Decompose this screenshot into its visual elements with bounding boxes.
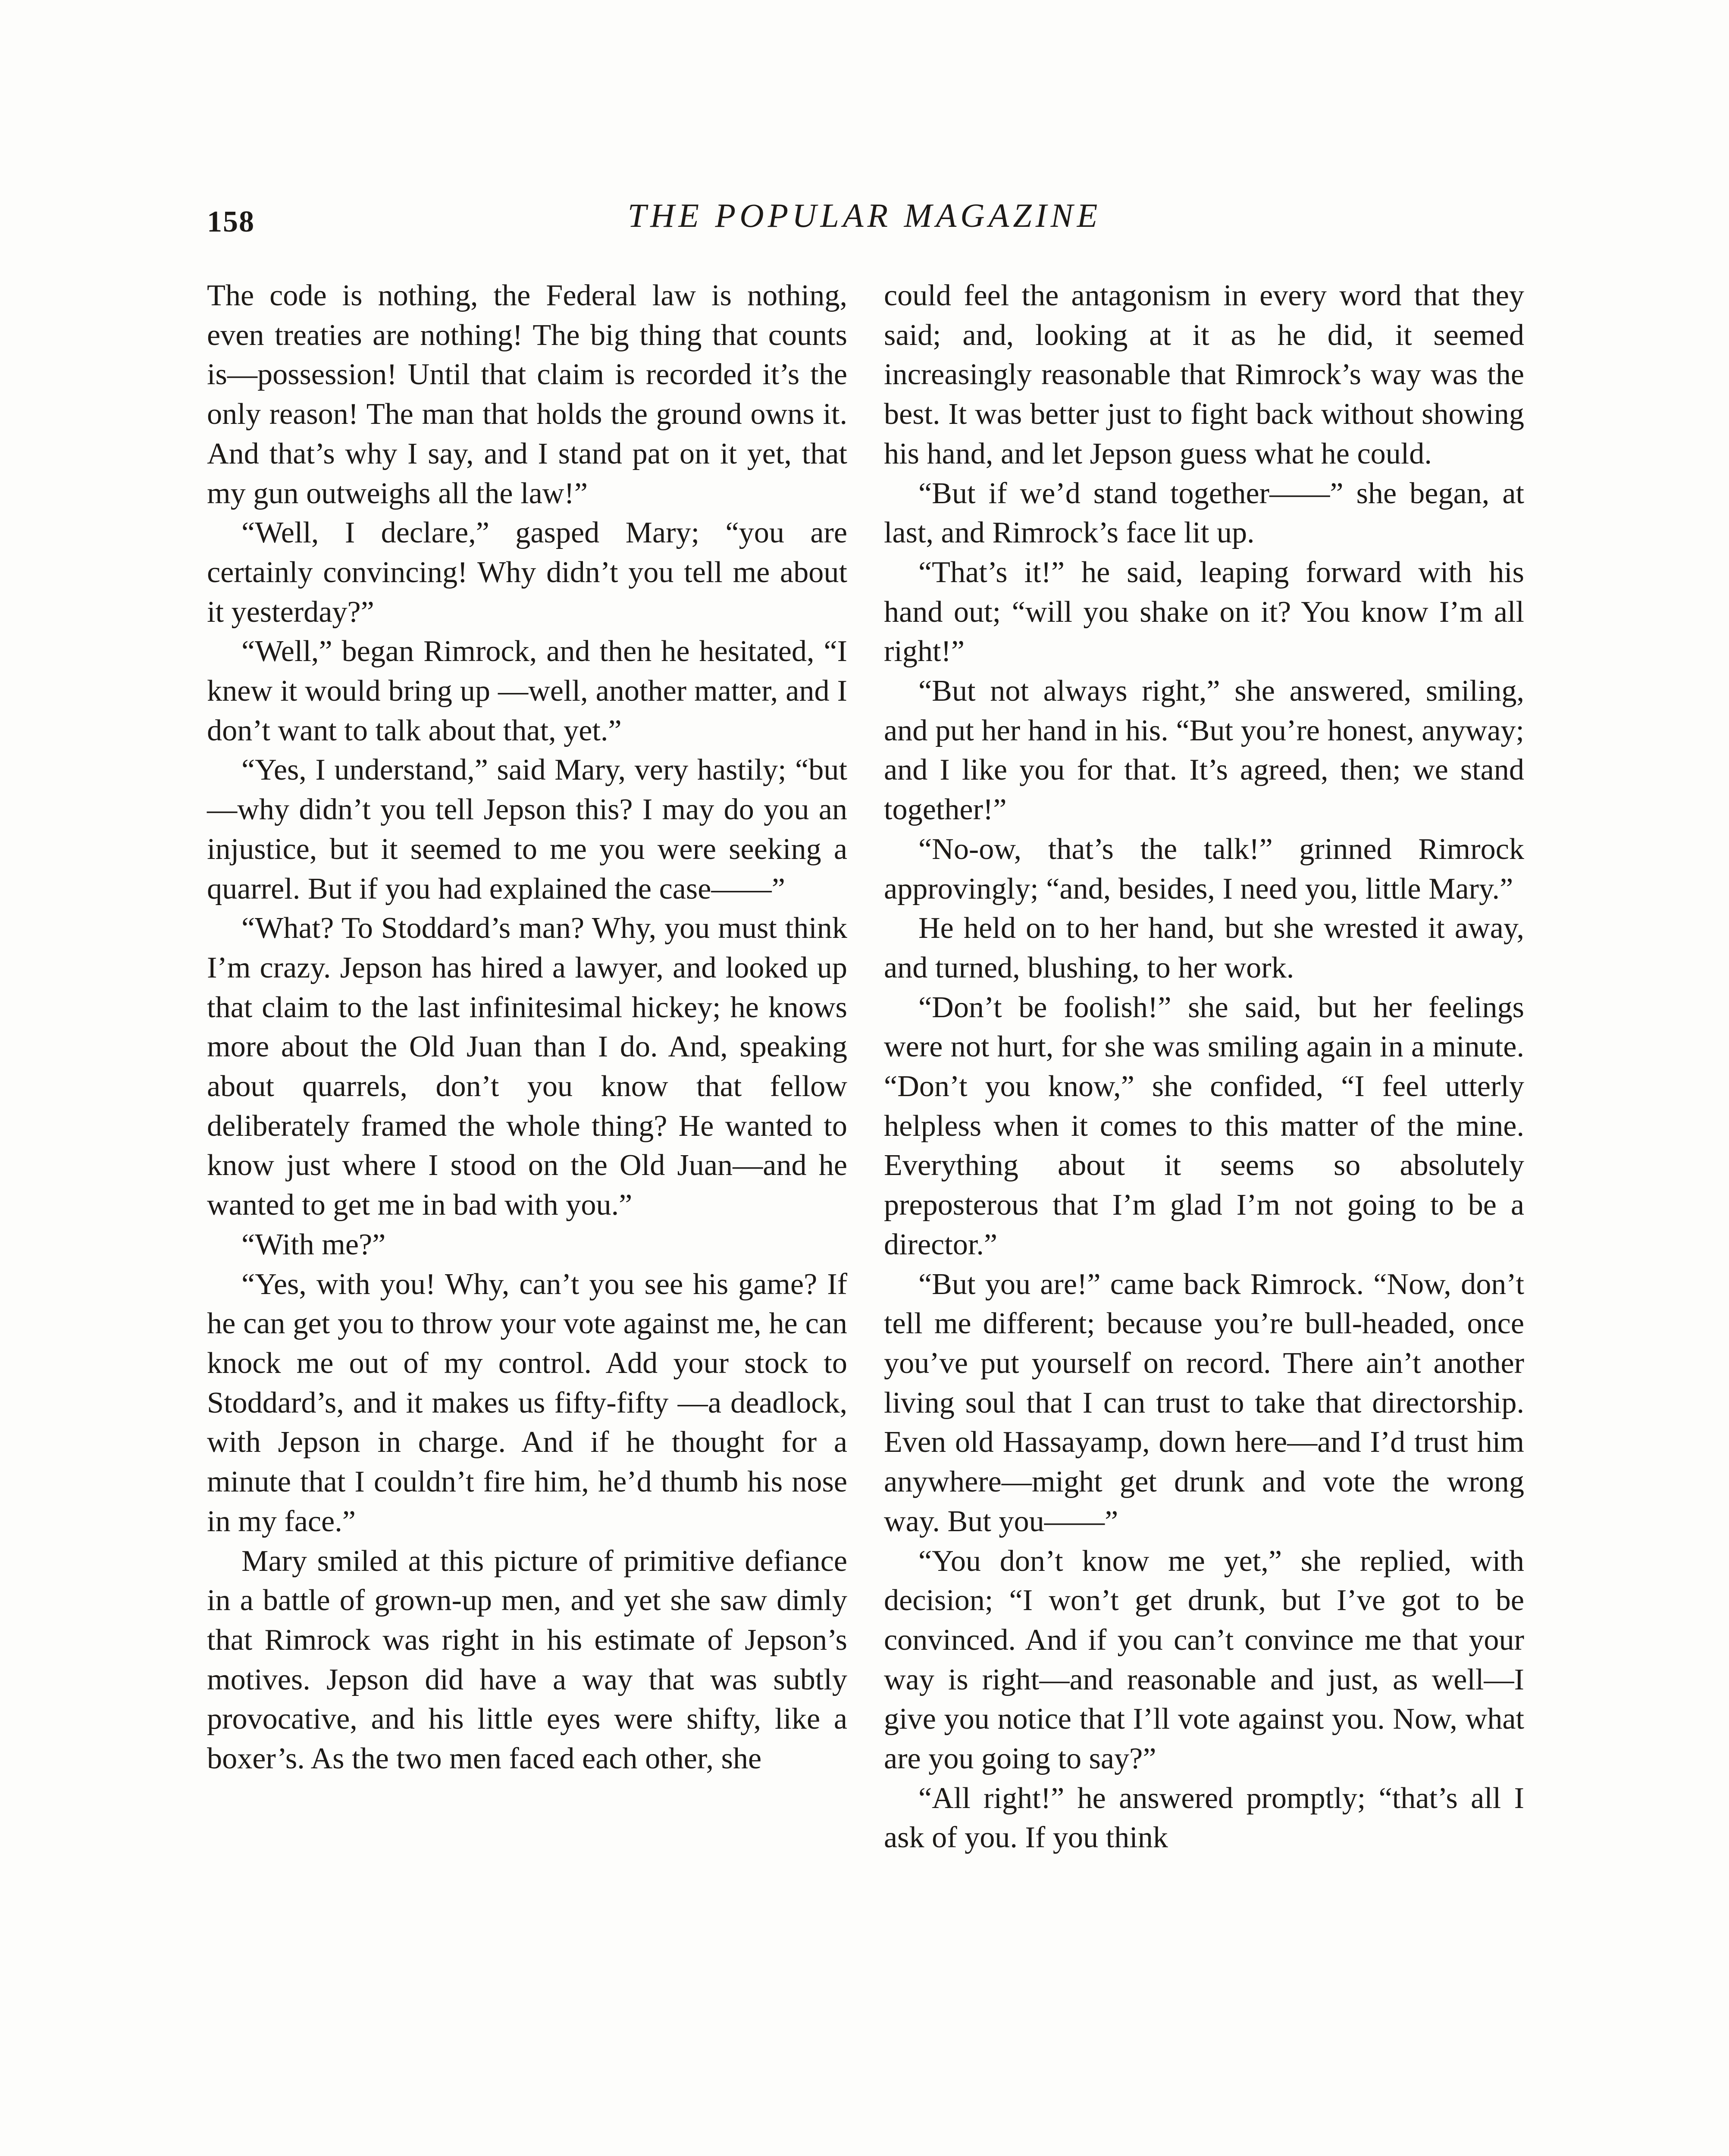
paragraph: “But if we’d stand together——” she began, at last, and Rimrock’s face lit up. [884, 476, 1524, 550]
paragraph: “But you are!” came back Rimrock. “Now, don’t tell me different; because you’re bull-headed, once you’ve put yourself on record. There ain’t another living soul that I can trust to take that directorship. Even old Hassayamp, down here—and I’d trust him anywhere—might get drunk and vote the wrong way. But you——” [884, 1267, 1524, 1538]
right-column [884, 276, 1524, 1858]
paragraph: “Yes, I understand,” said Mary, very hastily; “but—why didn’t you tell Jepson this? I may do you an injustice, but it seemed to me you were seeking a quarrel. But if you had explained the case——” [207, 753, 847, 906]
paragraph: “That’s it!” he said, leaping forward with his hand out; “will you shake on it? You know I’m all right!” [884, 555, 1524, 668]
paragraph: could feel the antagonism in every word that they said; and, looking at it as he did, it seemed increasingly reasonable that Rimrock’s way was the best. It was better just to fight back without showing his hand, and let Jepson guess what he could. [884, 279, 1524, 470]
paragraph: “Well, I declare,” gasped Mary; “you are certainly convincing! Why didn’t you tell me about it yesterday?” [207, 516, 847, 629]
paragraph: “No-ow, that’s the talk!” grinned Rimrock approvingly; “and, besides, I need you, little Mary.” [884, 832, 1524, 906]
paragraph: He held on to her hand, but she wrested it away, and turned, blushing, to her work. [884, 911, 1524, 984]
paragraph: “With me?” [241, 1227, 386, 1261]
page-header [207, 196, 1522, 248]
paragraph: “What? To Stoddard’s man? Why, you must think I’m crazy. Jepson has hired a lawyer, and looked up that claim to the last infinitesimal hickey; he knows more about the Old Juan than I do. And, speaking about quarrels, don’t you know that fellow deliberately framed the whole thing? He wanted to know just where I stood on the Old Juan—and he wanted to get me in bad with you.” [207, 911, 847, 1222]
paragraph: “You don’t know me yet,” she replied, with decision; “I won’t get drunk, but I’ve got to be convinced. And if you can’t convince me that your way is right—and reasonable and just, as well—I give you notice that I’ll vote against you. Now, what are you going to say?” [884, 1544, 1524, 1776]
paragraph: The code is nothing, the Federal law is nothing, even treaties are nothing! The big thing that counts is—possession! Until that claim is recorded it’s the only reason! The man that holds the ground owns it. And that’s why I say, and I stand pat on it yet, that my gun outweighs all the law!” [207, 279, 847, 510]
page-number: 158 [207, 205, 255, 238]
paragraph: “Well,” began Rimrock, and then he hesitated, “I knew it would bring up —well, another matter, and I don’t want to talk about that, yet.” [207, 634, 847, 747]
left-column [207, 276, 847, 1779]
paragraph: Mary smiled at this picture of primitive defiance in a battle of grown-up men, and yet she saw dimly that Rimrock was right in his estimate of Jepson’s motives. Jepson did have a way that was subtly provocative, and his little eyes were shifty, like a boxer’s. As the two men faced each other, she [207, 1544, 847, 1776]
paragraph: “All right!” he answered promptly; “that’s all I ask of you. If you think [884, 1781, 1524, 1855]
running-title: THE POPULAR MAGAZINE [627, 197, 1102, 234]
paragraph: “Don’t be foolish!” she said, but her feelings were not hurt, for she was smiling again in a minute. “Don’t you know,” she confided, “I feel utterly helpless when it comes to this matter of the mine. Everything about it seems so absolutely preposterous that I’m glad I’m not going to be a director.” [884, 990, 1524, 1261]
paragraph: “Yes, with you! Why, can’t you see his game? If he can get you to throw your vote against me, he can knock me out of my control. Add your stock to Stoddard’s, and it makes us fifty-fifty —a deadlock, with Jepson in charge. And if he thought for a minute that I couldn’t fire him, he’d thumb his nose in my face.” [207, 1267, 847, 1538]
paragraph: “But not always right,” she answered, smiling, and put her hand in his. “But you’re honest, anyway; and I like you for that. It’s agreed, then; we stand together!” [884, 674, 1524, 827]
